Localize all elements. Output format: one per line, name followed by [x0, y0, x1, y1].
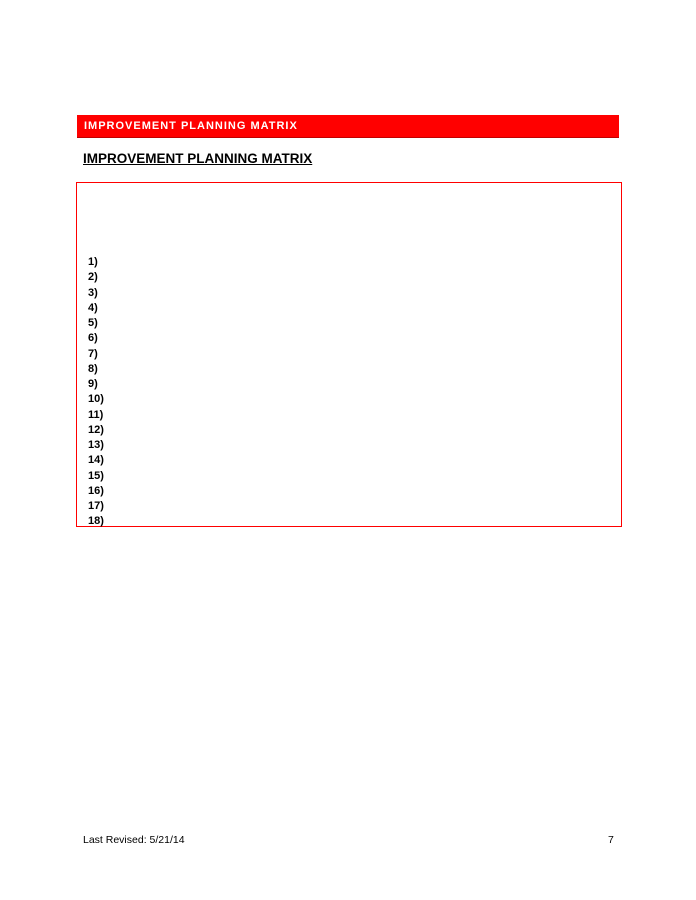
- list-item: 8): [88, 362, 98, 375]
- list-item: 9): [88, 378, 98, 390]
- list-item: 10): [88, 393, 104, 406]
- banner-title: IMPROVEMENT PLANNING MATRIX: [84, 120, 298, 132]
- list-item: 12): [88, 423, 104, 436]
- list-item: 4): [88, 301, 98, 314]
- list-item: 2): [88, 271, 98, 284]
- list-item: 14): [88, 454, 104, 467]
- list-item: 7): [88, 347, 98, 360]
- list-item: 5): [88, 317, 98, 329]
- page-title: IMPROVEMENT PLANNING MATRIX: [83, 151, 313, 166]
- list-item: 18): [88, 515, 104, 528]
- matrix-list: [88, 255, 104, 530]
- list-item: 11): [88, 408, 104, 421]
- last-revised-footer: Last Revised: 5/21/14: [83, 834, 185, 846]
- list-item: 17): [88, 500, 104, 512]
- list-item: 3): [88, 286, 98, 299]
- planning-matrix-box: [76, 182, 622, 527]
- list-item: 6): [88, 332, 98, 345]
- list-item: 13): [88, 439, 104, 451]
- section-header-banner: [77, 115, 619, 138]
- page-number: 7: [608, 834, 614, 846]
- list-item: 16): [88, 484, 104, 497]
- list-item: 15): [88, 469, 104, 482]
- list-item: 1): [88, 256, 98, 268]
